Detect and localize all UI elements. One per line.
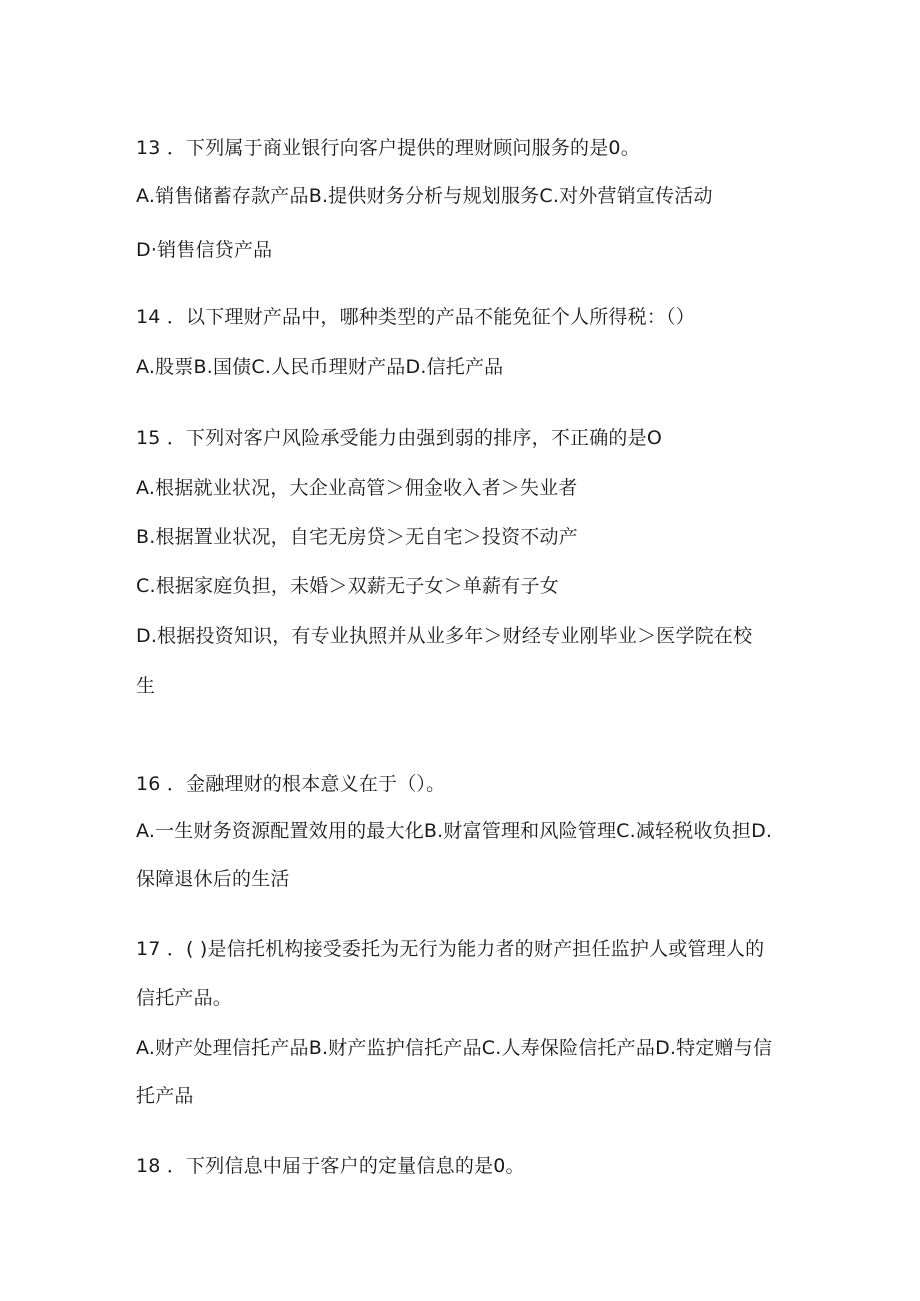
question-13-option-line: A.销售储蓄存款产品B.提供财务分析与规划服务C.对外营销宣传活动 [136,185,713,207]
question-18-stem: 18 ．下列信息中届于客户的定量信息的是0。 [136,1155,525,1177]
question-15-option-d-cont: 生 [136,675,156,697]
question-15-option-c: C.根据家庭负担，未婚＞双薪无子女＞单薪有子女 [136,575,559,597]
question-16-stem: 16 ．金融理财的根本意义在于（）。 [136,773,446,795]
question-15-option-d: D.根据投资知识，有专业执照并从业多年＞财经专业刚毕业＞医学院在校 [136,625,753,647]
question-13-option-line: D·销售信贷产品 [136,239,273,261]
question-13-stem: 13 ．下列属于商业银行向客户提供的理财顾问服务的是0。 [136,137,640,159]
question-15-stem: 15 ．下列对客户风险承受能力由强到弱的排序，不正确的是O [136,427,662,449]
question-14-stem: 14 ．以下理财产品中，哪种类型的产品不能免征个人所得税：（） [136,306,695,328]
question-17-stem-cont: 信托产品。 [136,987,233,1009]
question-17-stem: 17 ．( )是信托机构接受委托为无行为能力者的财产担任监护人或管理人的 [136,938,765,960]
question-17-option-line: A.财产处理信托产品B.财产监护信托产品C.人寿保险信托产品D.特定赠与信 [136,1037,773,1059]
question-16-option-line: 保障退休后的生活 [136,868,290,890]
question-15-option-b: B.根据置业状况，自宅无房贷＞无自宅＞投资不动产 [136,526,578,548]
question-17-option-line: 托产品 [136,1085,194,1107]
question-14-option-line: A.股票B.国债C.人民币理财产品D.信托产品 [136,356,504,378]
question-15-option-a: A.根据就业状况，大企业高管＞佣金收入者＞失业者 [136,477,578,499]
question-16-option-line: A.一生财务资源配置效用的最大化B.财富管理和风险管理C.减轻税收负担D. [136,820,773,842]
